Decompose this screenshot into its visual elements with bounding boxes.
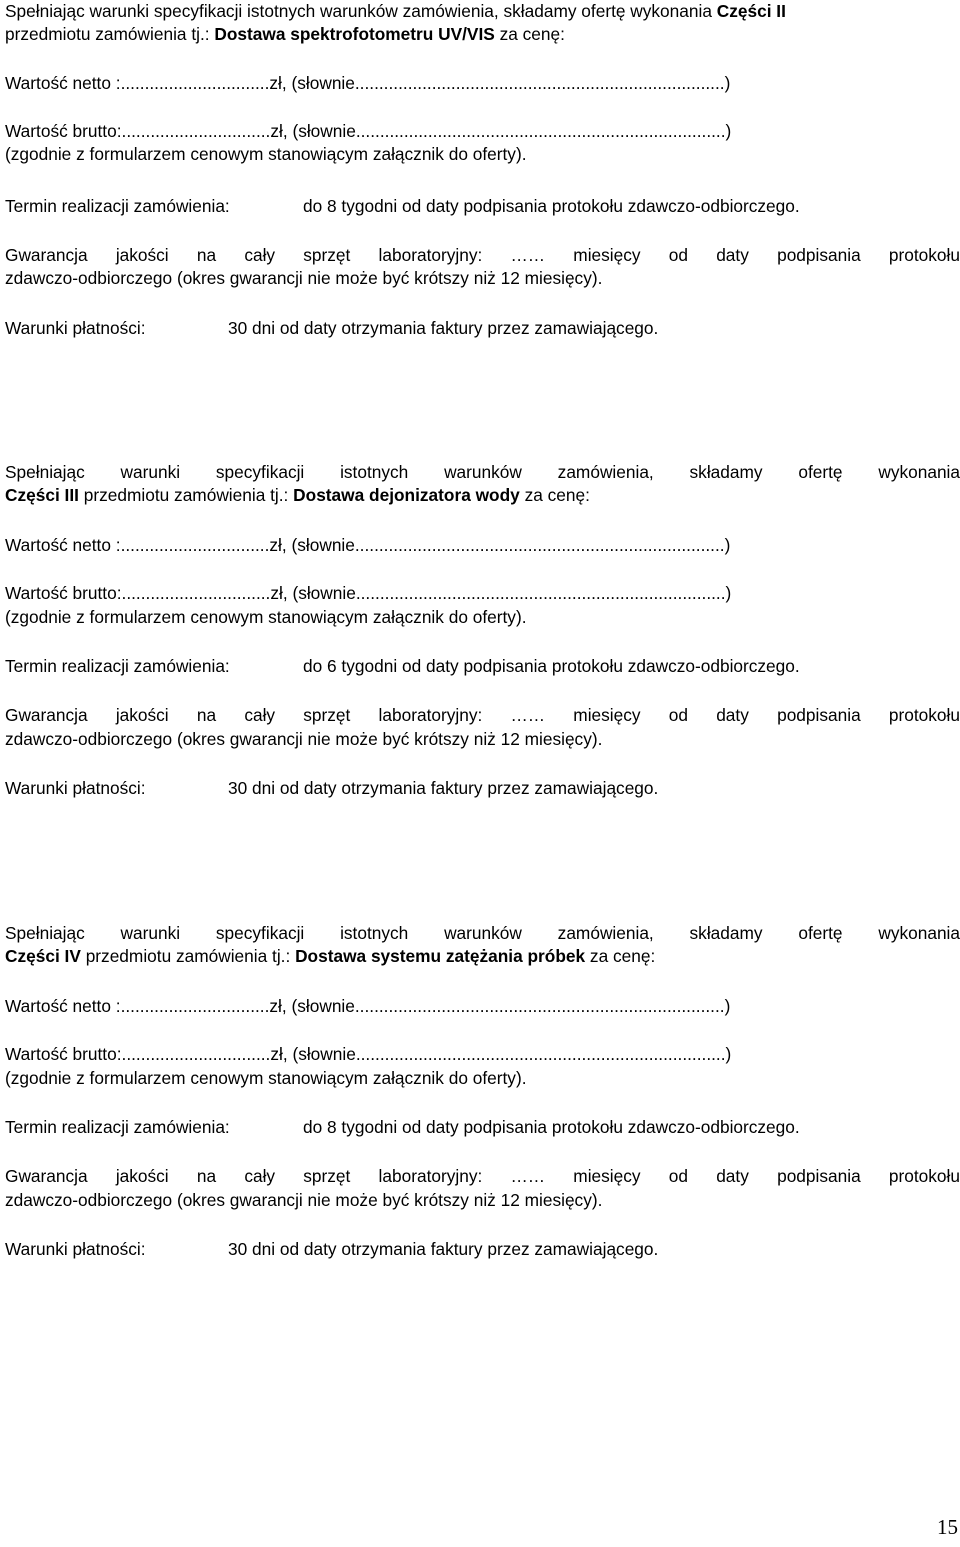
part-label: Części IV: [5, 946, 81, 966]
termin-label: Termin realizacji zamówienia:: [5, 196, 230, 216]
intro-text: Spełniając warunki specyfikacji istotnych warunków zamówienia, składamy ofertę wykonania: [5, 1, 717, 21]
gwarancja-line-1: Gwarancja jakości na cały sprzęt laboratoryjny: …… miesięcy od daty podpisania protokołu: [5, 1166, 960, 1186]
part-label: Części III: [5, 485, 79, 505]
gwarancja-line-1: Gwarancja jakości na cały sprzęt laboratoryjny: …… miesięcy od daty podpisania protokołu: [5, 705, 960, 725]
subject-label: Dostawa systemu zatężania próbek: [295, 946, 586, 966]
gwarancja-line-1: Gwarancja jakości na cały sprzęt laboratoryjny: …… miesięcy od daty podpisania protokołu: [5, 245, 960, 265]
page-number: 15: [937, 1515, 958, 1539]
platnosci-value: 30 dni od daty otrzymania faktury przez zamawiającego.: [228, 1239, 659, 1259]
platnosci-value: 30 dni od daty otrzymania faktury przez zamawiającego.: [228, 778, 659, 798]
intro-text: przedmiotu zamówienia tj.:: [78, 485, 294, 505]
intro-line-2: [5, 484, 590, 507]
platnosci-label: Warunki płatności:: [5, 318, 146, 338]
netto-line: Wartość netto :...............................zł, (słownie.............................................................................): [5, 535, 731, 555]
part-label: Części II: [716, 1, 786, 21]
intro-text: przedmiotu zamówienia tj.:: [5, 24, 215, 44]
intro-text: za cenę:: [494, 24, 565, 44]
intro-line-2: [5, 945, 655, 968]
gwarancja-line-2: zdawczo-odbiorczego (okres gwarancji nie może być krótszy niż 12 miesięcy).: [5, 729, 603, 749]
termin-value: do 8 tygodni od daty podpisania protokołu zdawczo-odbiorczego.: [303, 196, 800, 216]
termin-label: Termin realizacji zamówienia:: [5, 1117, 230, 1137]
termin-label: Termin realizacji zamówienia:: [5, 656, 230, 676]
netto-line: Wartość netto :...............................zł, (słownie.............................................................................): [5, 73, 731, 93]
intro-line-2: [5, 23, 565, 46]
intro-line-1: [5, 0, 786, 23]
netto-line: Wartość netto :...............................zł, (słownie.............................................................................): [5, 996, 731, 1016]
intro-text: przedmiotu zamówienia tj.:: [80, 946, 296, 966]
platnosci-label: Warunki płatności:: [5, 778, 146, 798]
formularz-line: (zgodnie z formularzem cenowym stanowiącym załącznik do oferty).: [5, 144, 527, 164]
platnosci-value: 30 dni od daty otrzymania faktury przez zamawiającego.: [228, 318, 659, 338]
subject-label: Dostawa spektrofotometru UV/VIS: [214, 24, 495, 44]
gwarancja-line-2: zdawczo-odbiorczego (okres gwarancji nie może być krótszy niż 12 miesięcy).: [5, 1190, 603, 1210]
gwarancja-line-2: zdawczo-odbiorczego (okres gwarancji nie może być krótszy niż 12 miesięcy).: [5, 268, 603, 288]
brutto-line: Wartość brutto:...............................zł, (słownie.............................................................................): [5, 121, 732, 141]
brutto-line: Wartość brutto:...............................zł, (słownie.............................................................................): [5, 583, 732, 603]
intro-line-1: Spełniając warunki specyfikacji istotnych warunków zamówienia, składamy ofertę wykonania: [5, 462, 960, 482]
intro-line-1: Spełniając warunki specyfikacji istotnych warunków zamówienia, składamy ofertę wykonania: [5, 923, 960, 943]
termin-value: do 8 tygodni od daty podpisania protokołu zdawczo-odbiorczego.: [303, 1117, 800, 1137]
intro-text: za cenę:: [519, 485, 590, 505]
intro-text: za cenę:: [585, 946, 656, 966]
platnosci-label: Warunki płatności:: [5, 1239, 146, 1259]
formularz-line: (zgodnie z formularzem cenowym stanowiącym załącznik do oferty).: [5, 1068, 527, 1088]
subject-label: Dostawa dejonizatora wody: [293, 485, 520, 505]
termin-value: do 6 tygodni od daty podpisania protokołu zdawczo-odbiorczego.: [303, 656, 800, 676]
formularz-line: (zgodnie z formularzem cenowym stanowiącym załącznik do oferty).: [5, 607, 527, 627]
brutto-line: Wartość brutto:...............................zł, (słownie.............................................................................): [5, 1044, 732, 1064]
